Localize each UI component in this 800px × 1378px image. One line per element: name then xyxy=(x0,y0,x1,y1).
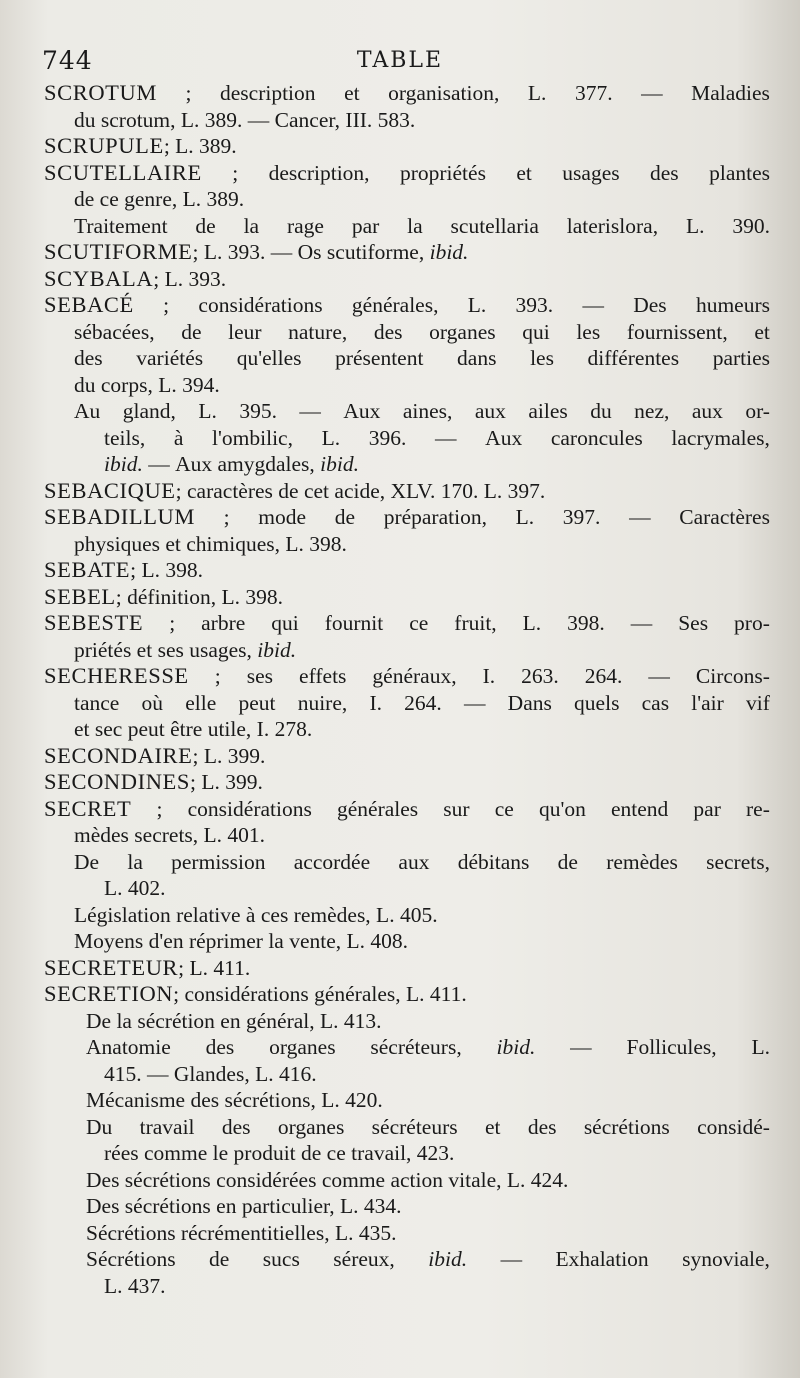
entry-word: Sécrétions xyxy=(86,1247,176,1271)
entry-word: ; xyxy=(169,611,176,635)
entry-word: Anatomie xyxy=(86,1035,171,1059)
entry-word: I. xyxy=(369,690,382,715)
entry-word: L. xyxy=(751,1035,770,1059)
index-subentry-line xyxy=(40,1246,770,1273)
entry-word: débitans xyxy=(457,849,530,874)
entry-text: Sécrétions récrémentitielles, L. 435. xyxy=(86,1220,397,1245)
entry-word: les xyxy=(576,319,601,344)
entry-word: de xyxy=(334,505,356,529)
page-header xyxy=(40,44,760,78)
italic-reference: ibid. xyxy=(104,452,143,476)
entry-word: considérations xyxy=(187,796,312,821)
index-subentry-line xyxy=(40,1167,770,1194)
index-subentry-line xyxy=(40,902,770,929)
index-subentry-line xyxy=(40,398,770,425)
entry-word: organes xyxy=(269,1035,336,1059)
entry-word: l'ombilic, xyxy=(212,425,293,450)
index-subentry-line xyxy=(40,1087,770,1114)
headword: SECHERESSE xyxy=(44,663,189,688)
page-number: 744 xyxy=(42,46,93,75)
index-subentry-line xyxy=(40,186,770,213)
entry-word: synoviale, xyxy=(682,1247,770,1271)
entry-word: L. xyxy=(515,505,535,529)
entry-word: par xyxy=(693,796,721,821)
index-entry-line xyxy=(40,478,770,505)
entry-text: ; L. 393. xyxy=(153,266,227,291)
index-subentry-line xyxy=(40,213,770,240)
entry-word: humeurs xyxy=(695,293,770,317)
entry-word: usages xyxy=(562,160,620,185)
entry-word: gland, xyxy=(122,399,176,423)
entry-word: Maladies xyxy=(691,81,770,105)
entry-word: — xyxy=(500,1247,523,1271)
entry-word: Exhalation xyxy=(555,1247,649,1271)
entry-word: dans xyxy=(457,346,497,370)
entry-word: aux xyxy=(691,399,723,423)
entry-word: la xyxy=(127,849,143,874)
entry-word: sécrétions xyxy=(583,1114,670,1139)
entry-word: Du xyxy=(86,1114,113,1139)
entry-word: caroncules xyxy=(550,425,643,450)
entry-word: 264. xyxy=(584,664,623,688)
entry-text: ; L. 399. xyxy=(190,770,263,794)
entry-word: sécréteurs xyxy=(371,1114,458,1139)
entry-word: 393. xyxy=(515,293,554,317)
headword: SEBADILLUM xyxy=(44,504,195,529)
entry-word: aux xyxy=(398,849,430,874)
index-entry-line xyxy=(40,557,770,584)
entry-text: Mécanisme des sécrétions, L. 420. xyxy=(86,1088,383,1112)
entry-word: nuire, xyxy=(297,690,348,715)
entry-word: ; xyxy=(232,160,239,185)
headword: SCROTUM xyxy=(44,80,157,105)
entry-word: 390. xyxy=(732,213,770,238)
headword: SECRETION xyxy=(44,981,174,1006)
headword: SCUTELLAIRE xyxy=(44,159,202,185)
headword: SECONDAIRE xyxy=(44,742,193,768)
entry-word: mode xyxy=(258,505,307,529)
entry-text: et sec peut être utile, I. 278. xyxy=(74,717,313,741)
entry-word: les xyxy=(530,346,554,370)
headword: SCRUPULE xyxy=(44,133,164,158)
headword: SEBATE xyxy=(44,557,131,582)
entry-word: ce xyxy=(409,611,429,635)
entry-word: re- xyxy=(746,796,770,821)
entry-word: ; xyxy=(223,505,230,529)
entry-word: qui xyxy=(522,319,550,344)
index-entry-line xyxy=(40,504,770,531)
entry-word: des xyxy=(373,319,403,344)
entry-word: — xyxy=(582,293,604,317)
entry-word: L. xyxy=(685,213,705,238)
entry-word: remèdes xyxy=(606,849,678,874)
entry-word: aux xyxy=(474,399,506,423)
entry-word: leur xyxy=(228,319,262,344)
entry-text: ; caractères de cet acide, XLV. 170. L. 397. xyxy=(175,478,546,503)
entry-word: vif xyxy=(745,690,770,715)
entry-word: des xyxy=(527,1114,557,1139)
entry-word: — xyxy=(570,1035,592,1059)
entry-word: I. xyxy=(482,664,496,688)
entry-word: aines, xyxy=(402,399,453,423)
entry-word: et xyxy=(754,319,770,344)
entry-text: du corps, L. 394. xyxy=(74,372,220,397)
index-entry-line xyxy=(40,266,770,293)
entry-word: sécréteurs, xyxy=(370,1035,462,1059)
entry-word: Dans xyxy=(507,690,552,715)
index-entry-line xyxy=(40,981,770,1008)
entry-word: sucs xyxy=(262,1247,300,1271)
index-subentry-line xyxy=(40,1114,770,1141)
entry-word: 396. xyxy=(368,425,407,450)
entry-word: Aux xyxy=(485,425,523,450)
entry-word: Des xyxy=(633,293,667,317)
entry-text: 415. — Glandes, L. 416. xyxy=(104,1061,317,1086)
entry-word: pro- xyxy=(734,611,770,635)
index-entry-line xyxy=(40,955,770,982)
entry-word: présentent xyxy=(335,346,424,370)
entry-word: par xyxy=(351,213,380,238)
headword: SEBACÉ xyxy=(44,292,134,317)
headword: SEBESTE xyxy=(44,610,144,635)
entry-word: variétés xyxy=(136,346,204,370)
index-entry-line xyxy=(40,584,770,611)
entry-text: mèdes secrets, L. 401. xyxy=(74,823,266,847)
index-subentry-line xyxy=(40,1008,770,1035)
index-subentry-line xyxy=(40,716,770,743)
entry-word: considé- xyxy=(697,1114,770,1139)
index-subentry-line xyxy=(40,849,770,876)
entry-word: organes xyxy=(277,1114,345,1139)
entry-word: 263. xyxy=(521,664,559,688)
entry-text: ; L. 398. xyxy=(130,558,203,582)
entry-text: L. 437. xyxy=(104,1273,166,1298)
index-entry-line xyxy=(40,796,770,823)
entry-word: de xyxy=(181,319,202,344)
index-subentry-line xyxy=(40,531,770,558)
entry-word: rage xyxy=(286,213,324,238)
index-entry-line xyxy=(40,133,770,160)
index-entry-line xyxy=(40,80,770,107)
entry-word: elle xyxy=(185,690,217,715)
entry-word: Circons- xyxy=(695,664,770,688)
entry-word: ; xyxy=(163,293,170,317)
entry-word: des xyxy=(74,346,103,370)
index-subentry-line xyxy=(40,1220,770,1247)
entry-word: — xyxy=(463,690,486,715)
entry-word: fruit, xyxy=(454,611,497,635)
index-subentry-line xyxy=(40,928,770,955)
entry-word: nature, xyxy=(288,319,348,344)
entry-text: ; L. 389. xyxy=(163,134,237,158)
entry-word: Caractères xyxy=(679,505,770,529)
index-subentry-line xyxy=(40,1061,770,1088)
entry-text: ; L. 393. — Os scutiforme, xyxy=(192,240,430,264)
entry-word: L. xyxy=(321,425,341,450)
entry-word: L. xyxy=(527,81,547,105)
entry-word: — xyxy=(435,425,457,450)
entry-word: Aux xyxy=(343,399,381,423)
entry-word: fournit xyxy=(324,611,384,635)
entry-word: qui xyxy=(271,611,299,635)
entry-word: des xyxy=(650,160,679,185)
entry-word: quels xyxy=(574,690,620,715)
entry-word: — xyxy=(648,664,670,688)
index-subentry-line xyxy=(40,637,770,664)
entry-word: préparation, xyxy=(383,505,487,529)
entry-word: permission xyxy=(171,849,266,874)
entry-word: Follicules, xyxy=(626,1035,717,1059)
entry-text: de ce genre, L. 389. xyxy=(74,187,245,211)
entry-text: Des sécrétions considérées comme action vitale, L. 424. xyxy=(86,1167,569,1192)
entry-word: ce xyxy=(494,796,514,821)
italic-reference: ibid. xyxy=(496,1035,536,1059)
entry-text: — Aux amygdales, xyxy=(142,452,321,476)
entry-word: ; xyxy=(185,81,192,105)
entry-word: scutellaria xyxy=(450,213,539,238)
entry-text: priétés et ses usages, xyxy=(74,637,258,662)
entry-word: de xyxy=(209,1247,230,1271)
entry-word: — xyxy=(641,81,663,105)
entry-word: des xyxy=(221,1114,251,1139)
italic-reference: ibid. xyxy=(320,452,359,476)
index-subentry-line xyxy=(40,372,770,399)
entry-word: et xyxy=(516,160,532,185)
entry-text: ; considérations générales, L. 411. xyxy=(173,982,467,1006)
entry-word: laterislora, xyxy=(566,213,659,238)
entry-word: nez, xyxy=(634,399,670,423)
headword: SCYBALA xyxy=(44,265,154,291)
index-subentry-line xyxy=(40,690,770,717)
entry-word: 395. xyxy=(239,399,277,423)
index-entry-line xyxy=(40,160,770,187)
headword: SECRETEUR xyxy=(44,954,179,980)
entry-word: généraux, xyxy=(372,664,457,688)
entry-word: générales, xyxy=(351,293,439,317)
entry-text: ; L. 411. xyxy=(178,955,251,980)
index-entry-line xyxy=(40,769,770,796)
entry-text: L. 402. xyxy=(104,876,166,900)
entry-word: tance xyxy=(74,690,120,715)
headword: SCUTIFORME xyxy=(44,239,193,264)
index-subentry-line xyxy=(40,319,770,346)
entry-word: De xyxy=(74,849,100,874)
entry-word: peut xyxy=(238,690,276,715)
entry-text: De la sécrétion en général, L. 413. xyxy=(86,1008,382,1033)
entry-word: qu'elles xyxy=(236,346,302,370)
index-entry-line xyxy=(40,239,770,266)
entry-word: la xyxy=(243,213,260,238)
running-title: TABLE xyxy=(356,48,444,73)
entry-word: l'air xyxy=(691,690,724,715)
entry-word: teils, xyxy=(104,425,146,450)
entry-word: 264. xyxy=(404,690,442,715)
index-subentry-line xyxy=(40,875,770,902)
index-entries xyxy=(40,80,770,1299)
entry-word: Traitement xyxy=(74,213,168,238)
entry-word: secrets, xyxy=(706,849,770,874)
entry-word: 397. xyxy=(562,505,601,529)
index-subentry-line xyxy=(40,1273,770,1300)
headword: SECONDINES xyxy=(44,769,191,794)
entry-word: — xyxy=(299,399,321,423)
entry-word: et xyxy=(484,1114,501,1139)
headword: SEBACIQUE xyxy=(44,477,176,503)
entry-word: effets xyxy=(299,664,347,688)
entry-word: sébacées, xyxy=(74,319,155,344)
entry-word: ; xyxy=(156,796,163,821)
entry-word: et xyxy=(344,81,360,105)
entry-word: 377. xyxy=(574,81,613,105)
entry-text: Législation relative à ces remèdes, L. 405. xyxy=(74,902,438,927)
entry-word: 398. xyxy=(567,611,605,635)
entry-word: cas xyxy=(641,690,670,715)
index-subentry-line xyxy=(40,1140,770,1167)
entry-text: physiques et chimiques, L. 398. xyxy=(74,531,347,556)
entry-text: Des sécrétions en particulier, L. 434. xyxy=(86,1194,402,1218)
entry-word: — xyxy=(630,611,653,635)
entry-word: Ses xyxy=(678,611,709,635)
index-subentry-line xyxy=(40,425,770,452)
italic-reference: ibid. xyxy=(429,240,469,264)
entry-text: rées comme le produit de ce travail, 423. xyxy=(104,1141,455,1165)
entry-word: de xyxy=(195,213,216,238)
entry-word: différentes xyxy=(587,346,680,370)
index-entry-line xyxy=(40,292,770,319)
index-subentry-line xyxy=(40,107,770,134)
entry-word: organes xyxy=(429,319,496,344)
entry-word: ses xyxy=(246,664,274,688)
index-subentry-line xyxy=(40,1193,770,1220)
entry-word: considérations xyxy=(198,293,323,317)
entry-text: ; L. 399. xyxy=(192,743,266,768)
entry-word: — xyxy=(629,505,651,529)
entry-word: organisation, xyxy=(388,81,500,105)
entry-word: qu'on xyxy=(538,796,586,821)
entry-word: entend xyxy=(610,796,669,821)
index-subentry-line xyxy=(40,345,770,372)
entry-word: ailes xyxy=(528,399,568,423)
italic-reference: ibid. xyxy=(428,1247,468,1271)
index-subentry-line xyxy=(40,451,770,478)
entry-word: L. xyxy=(198,399,217,423)
entry-word: plantes xyxy=(709,160,770,185)
entry-word: ; xyxy=(214,664,221,688)
entry-word: or- xyxy=(745,399,770,423)
entry-word: travail xyxy=(139,1114,195,1139)
entry-word: de xyxy=(557,849,578,874)
entry-word: lacrymales, xyxy=(671,425,770,450)
index-entry-line xyxy=(40,663,770,690)
entry-word: description xyxy=(220,81,316,105)
entry-text: ; définition, L. 398. xyxy=(115,584,283,609)
entry-word: fournissent, xyxy=(626,319,728,344)
entry-text: du scrotum, L. 389. — Cancer, III. 583. xyxy=(74,107,416,132)
entry-word: Au xyxy=(74,399,101,423)
entry-word: des xyxy=(205,1035,235,1059)
entry-text: Moyens d'en réprimer la vente, L. 408. xyxy=(74,929,409,953)
entry-word: la xyxy=(407,213,423,238)
entry-word: générales xyxy=(336,796,419,821)
index-entry-line xyxy=(40,610,770,637)
entry-word: à xyxy=(173,425,184,450)
headword: SEBEL xyxy=(44,583,116,609)
entry-word: sur xyxy=(443,796,470,821)
entry-word: accordée xyxy=(293,849,371,874)
entry-word: parties xyxy=(712,346,770,370)
entry-word: arbre xyxy=(201,611,246,635)
italic-reference: ibid. xyxy=(257,637,297,662)
entry-word: L. xyxy=(522,611,542,635)
index-subentry-line xyxy=(40,822,770,849)
entry-word: du xyxy=(590,399,612,423)
entry-word: description, xyxy=(268,160,370,185)
index-subentry-line xyxy=(40,1034,770,1061)
entry-word: propriétés xyxy=(399,160,486,185)
entry-word: L. xyxy=(467,293,487,317)
headword: SECRET xyxy=(44,795,132,821)
index-entry-line xyxy=(40,743,770,770)
entry-word: où xyxy=(141,690,164,715)
entry-word: séreux, xyxy=(333,1247,395,1271)
